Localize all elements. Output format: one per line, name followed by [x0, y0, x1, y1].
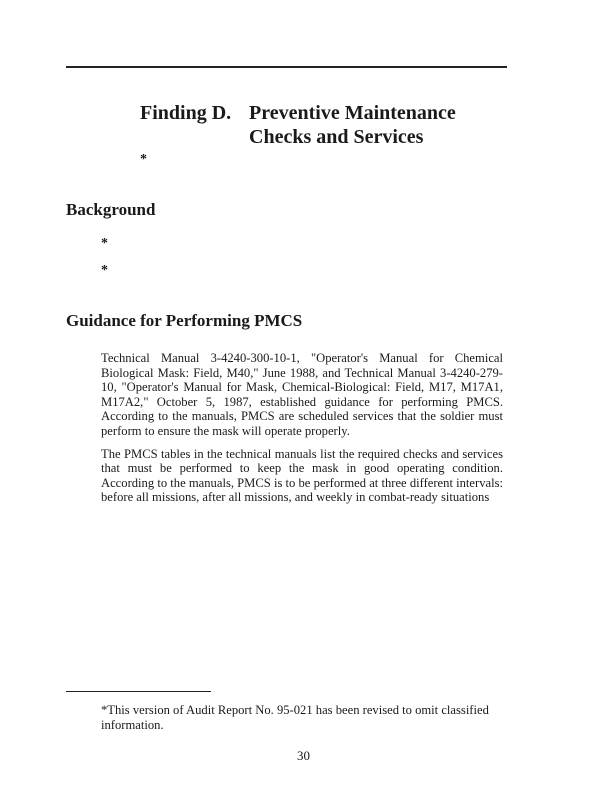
- background-heading: Background: [66, 200, 156, 219]
- finding-title: [140, 101, 456, 149]
- footnote: *This version of Audit Report No. 95-021 has been revised to omit classified information.: [101, 703, 489, 732]
- header-rule: [66, 66, 507, 68]
- finding-title-line2: Checks and Services: [249, 126, 424, 148]
- guidance-heading: Guidance for Performing PMCS: [66, 311, 303, 330]
- finding-redaction-marker: *: [140, 152, 147, 167]
- background-redaction-marker-1: *: [101, 236, 108, 251]
- guidance-paragraph-2: The PMCS tables in the technical manuals list the required checks and services that must be performed to keep the mask in good operating condition. According to the manuals, PMCS is to be performed at three different intervals: before all missions, after all missions, and weekly in combat-ready situations: [101, 446, 503, 505]
- guidance-body: [101, 351, 503, 513]
- finding-title-text-1: Preventive Maintenance: [249, 102, 456, 124]
- background-redaction-marker-2: *: [101, 263, 108, 278]
- finding-title-line1: [140, 101, 456, 125]
- finding-label: Finding D.: [140, 102, 232, 124]
- page-number: 30: [297, 748, 310, 763]
- footnote-rule: [66, 691, 211, 692]
- guidance-paragraph-1: Technical Manual 3-4240-300-10-1, "Operator's Manual for Chemical Biological Mask: Field, M40," June 1988, and Technical Manual 3-4240-279-10, "Operator's Manual for Mask, Chemical-Biological: Field, M17, M17A1, M17A2," October 5, 1987, established guidance for performing PMCS. According to the manuals, PMCS are scheduled services that the soldier must perform to ensure the mask will operate properly.: [101, 351, 503, 438]
